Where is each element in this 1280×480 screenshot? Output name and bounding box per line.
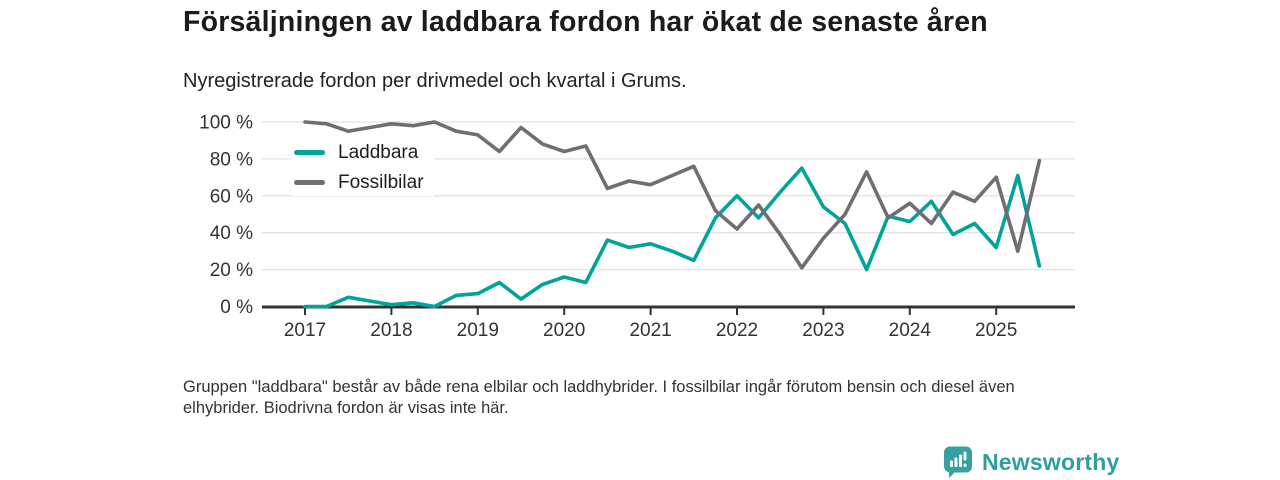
- x-axis-label: 2017: [283, 320, 327, 341]
- legend-swatch-fossilbilar: [294, 180, 325, 185]
- x-axis-label: 2025: [975, 320, 1018, 341]
- chart-subtitle: Nyregistrerade fordon per drivmedel och kvartal i Grums.: [183, 70, 687, 92]
- brand-name: Newsworthy: [982, 448, 1120, 475]
- legend-swatch-laddbara: [294, 150, 325, 155]
- legend-item-fossilbilar: [292, 169, 434, 196]
- legend-item-laddbara: [292, 139, 434, 166]
- brand-logo: [943, 446, 1119, 478]
- y-axis-label: 80 %: [209, 149, 253, 171]
- legend-label: Fossilbilar: [338, 171, 424, 193]
- y-axis-label: 20 %: [209, 260, 253, 282]
- y-axis-label: 40 %: [209, 223, 253, 245]
- x-axis-label: 2022: [715, 320, 759, 341]
- x-axis-label: 2018: [370, 320, 413, 341]
- chart-footnote: Gruppen "laddbara" består av både rena elbilar och laddhybrider. I fossilbilar ingår förutom bensin och diesel även elhybrider. Biodrivna fordon är visas inte här.: [183, 378, 1015, 417]
- x-axis-label: 2023: [802, 320, 845, 341]
- y-axis-label: 100 %: [199, 112, 253, 134]
- y-axis-label: 60 %: [209, 186, 253, 208]
- chart-title: Försäljningen av laddbara fordon har ökat de senaste åren: [183, 6, 988, 38]
- x-axis-label: 2020: [543, 320, 586, 341]
- legend-label: Laddbara: [338, 141, 419, 163]
- x-axis-label: 2019: [456, 320, 499, 341]
- chart-legend: [292, 139, 434, 196]
- x-axis-label: 2024: [888, 320, 931, 341]
- y-axis-label: 0 %: [220, 297, 253, 318]
- bar-chart-speech-bubble-icon: [943, 446, 973, 478]
- x-axis-label: 2021: [629, 320, 672, 341]
